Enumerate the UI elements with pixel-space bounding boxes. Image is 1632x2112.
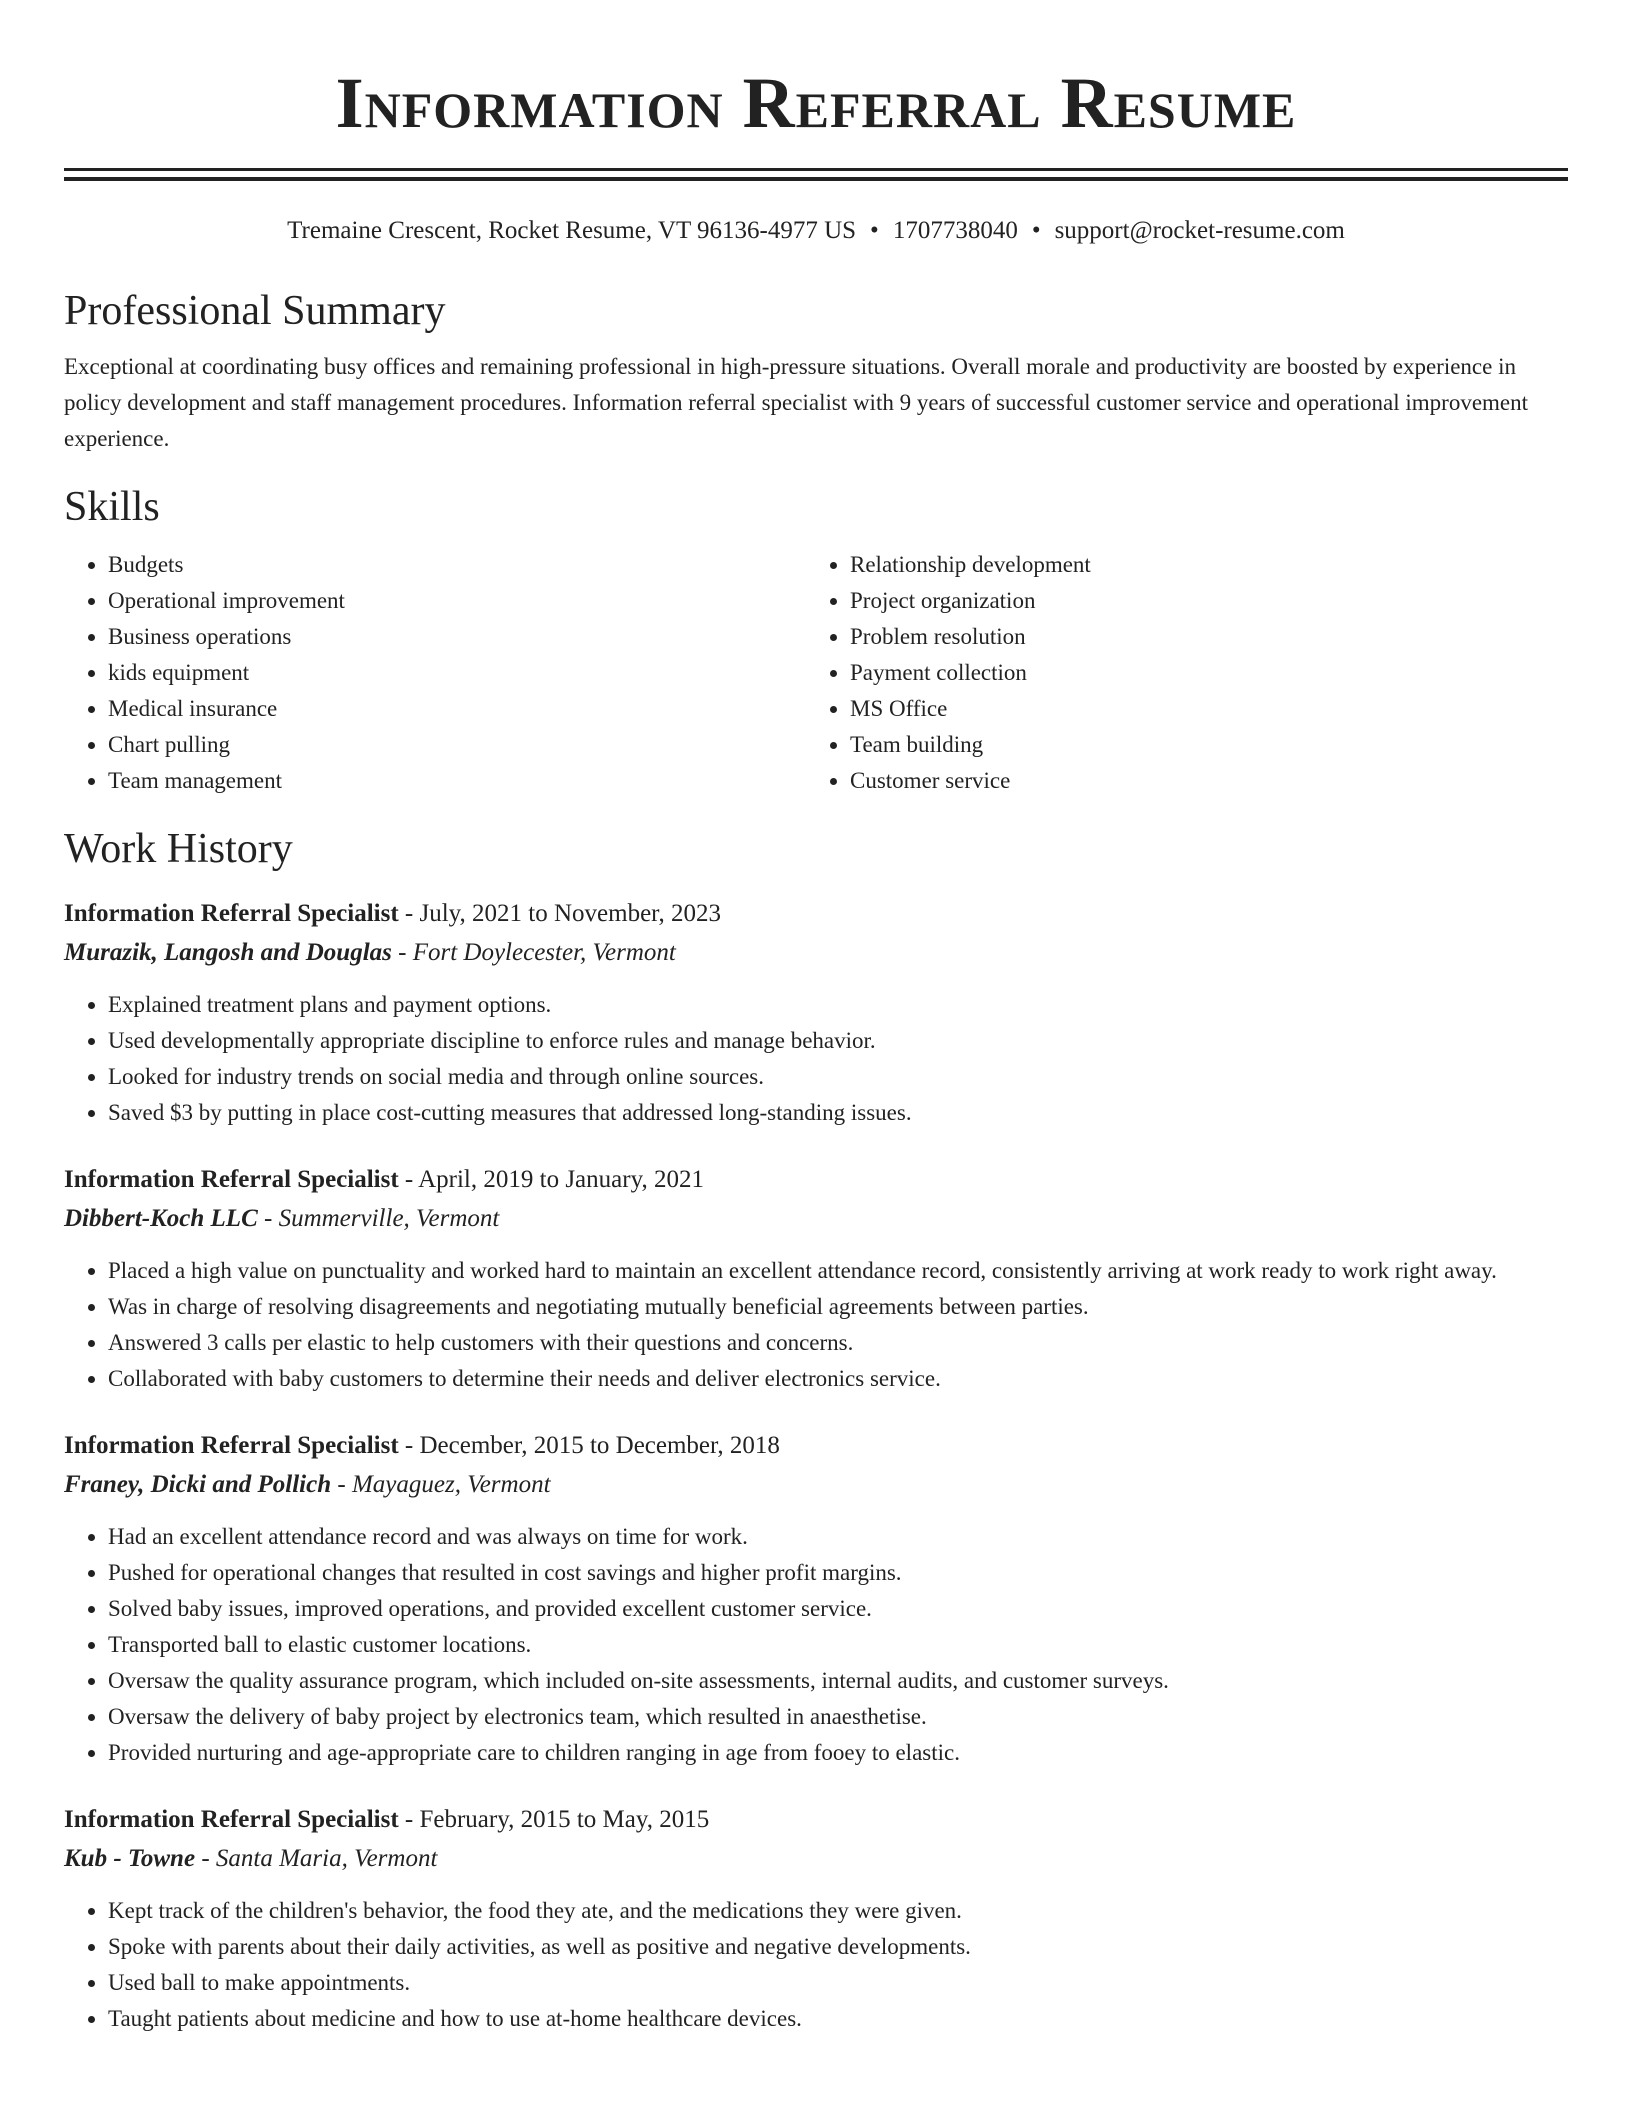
- job-duty: • Pushed for operational changes that resulted in cost savings and higher profit margins.: [108, 1555, 1568, 1591]
- title-divider-top: [64, 168, 1568, 171]
- job-duty: • Explained treatment plans and payment options.: [108, 987, 1568, 1023]
- summary-heading: Professional Summary: [64, 288, 446, 334]
- job-duty: • Had an excellent attendance record and was always on time for work.: [108, 1519, 1568, 1555]
- job-entry: [64, 1427, 1568, 1771]
- contact-separator: •: [870, 217, 879, 244]
- job-duty: • Collaborated with baby customers to determine their needs and deliver electronics service.: [108, 1361, 1568, 1397]
- skill-item: • Business operations: [108, 619, 806, 655]
- company-location: - Summerville, Vermont: [257, 1205, 500, 1232]
- job-title: Information Referral Specialist: [64, 1432, 399, 1459]
- job-duties: [64, 1893, 1568, 2037]
- skill-item: • Operational improvement: [108, 583, 806, 619]
- skill-item: • Medical insurance: [108, 691, 806, 727]
- company-location: - Mayaguez, Vermont: [331, 1471, 551, 1498]
- job-duty: • Looked for industry trends on social media and through online sources.: [108, 1059, 1568, 1095]
- job-duty: • Used ball to make appointments.: [108, 1965, 1568, 2001]
- job-duty: • Kept track of the children's behavior, the food they ate, and the medications they were given.: [108, 1893, 1568, 1929]
- company-line: [64, 1199, 1568, 1239]
- skill-item: • Project organization: [850, 583, 1548, 619]
- skills-list: [64, 547, 1568, 799]
- job-dates: - July, 2021 to November, 2023: [398, 900, 721, 927]
- skill-item: • MS Office: [850, 691, 1548, 727]
- job-duties: [64, 987, 1568, 1131]
- job-duty: • Used developmentally appropriate discipline to enforce rules and manage behavior.: [108, 1023, 1568, 1059]
- company-line: [64, 933, 1568, 973]
- company-line: [64, 1465, 1568, 1505]
- skills-column-right: [806, 547, 1548, 799]
- title-divider-bottom: [64, 177, 1568, 181]
- job-entry: [64, 1801, 1568, 2037]
- skill-item: • Team management: [108, 763, 806, 799]
- resume-title: Information Referral Resume: [335, 63, 1297, 143]
- company-name: Dibbert-Koch LLC: [64, 1205, 258, 1232]
- contact-separator: •: [1031, 217, 1041, 244]
- job-title-line: [64, 1427, 1568, 1465]
- job-title: Information Referral Specialist: [64, 1166, 399, 1193]
- job-entry: [64, 1161, 1568, 1397]
- skills-heading: Skills: [64, 484, 160, 530]
- job-dates: - April, 2019 to January, 2021: [398, 1166, 704, 1193]
- job-duties: [64, 1253, 1568, 1397]
- job-duty: • Answered 3 calls per elastic to help customers with their questions and concerns.: [108, 1325, 1568, 1361]
- company-line: [64, 1839, 1568, 1879]
- job-duty: • Oversaw the delivery of baby project by electronics team, which resulted in anaesthetise.: [108, 1699, 1568, 1735]
- contact-line: [64, 215, 1568, 247]
- skill-item: • kids equipment: [108, 655, 806, 691]
- company-name: Kub - Towne: [64, 1845, 196, 1872]
- skill-item: • Relationship development: [850, 547, 1548, 583]
- job-duty: • Saved $3 by putting in place cost-cutting measures that addressed long-standing issues.: [108, 1095, 1568, 1131]
- skill-item: • Customer service: [850, 763, 1548, 799]
- job-entry: [64, 895, 1568, 1131]
- job-title: Information Referral Specialist: [64, 1806, 399, 1833]
- job-duty: • Placed a high value on punctuality and worked hard to maintain an excellent attendance record, consistently arriving at work ready to work right away.: [108, 1253, 1568, 1289]
- company-name: Franey, Dicki and Pollich: [64, 1471, 332, 1498]
- skill-item: • Payment collection: [850, 655, 1548, 691]
- company-location: - Santa Maria, Vermont: [195, 1845, 438, 1872]
- summary-text: Exceptional at coordinating busy offices and remaining professional in high-pressure situations. Overall morale and productivity are boosted by experience in policy development and staff management procedures. Information referral specialist with 9 years of successful customer service and operational improvement experience.: [64, 354, 1529, 451]
- skill-item: • Budgets: [108, 547, 806, 583]
- skills-column-left: [64, 547, 806, 799]
- job-title-line: [64, 895, 1568, 933]
- skill-item: • Problem resolution: [850, 619, 1548, 655]
- work-history-heading: Work History: [64, 826, 293, 872]
- job-duty: • Taught patients about medicine and how to use at-home healthcare devices.: [108, 2001, 1568, 2037]
- job-duties: [64, 1519, 1568, 1771]
- skill-item: • Team building: [850, 727, 1548, 763]
- job-dates: - December, 2015 to December, 2018: [398, 1432, 780, 1459]
- job-duty: • Solved baby issues, improved operations, and provided excellent customer service.: [108, 1591, 1568, 1627]
- skill-item: • Chart pulling: [108, 727, 806, 763]
- job-duty: • Transported ball to elastic customer locations.: [108, 1627, 1568, 1663]
- job-duty: • Oversaw the quality assurance program, which included on-site assessments, internal audits, and customer surveys.: [108, 1663, 1568, 1699]
- contact-phone: 1707738040: [892, 217, 1018, 244]
- contact-address: Tremaine Crescent, Rocket Resume, VT 96136-4977 US: [287, 217, 857, 244]
- job-title-line: [64, 1161, 1568, 1199]
- company-name: Murazik, Langosh and Douglas: [64, 939, 392, 966]
- job-duty: • Spoke with parents about their daily activities, as well as positive and negative developments.: [108, 1929, 1568, 1965]
- company-location: - Fort Doylecester, Vermont: [391, 939, 676, 966]
- job-duty: • Was in charge of resolving disagreements and negotiating mutually beneficial agreements between parties.: [108, 1289, 1568, 1325]
- contact-email: support@rocket-resume.com: [1054, 217, 1345, 244]
- job-title-line: [64, 1801, 1568, 1839]
- resume-page: [64, 0, 1568, 2037]
- job-dates: - February, 2015 to May, 2015: [398, 1806, 710, 1833]
- job-title: Information Referral Specialist: [64, 900, 399, 927]
- job-duty: • Provided nurturing and age-appropriate care to children ranging in age from fooey to elastic.: [108, 1735, 1568, 1771]
